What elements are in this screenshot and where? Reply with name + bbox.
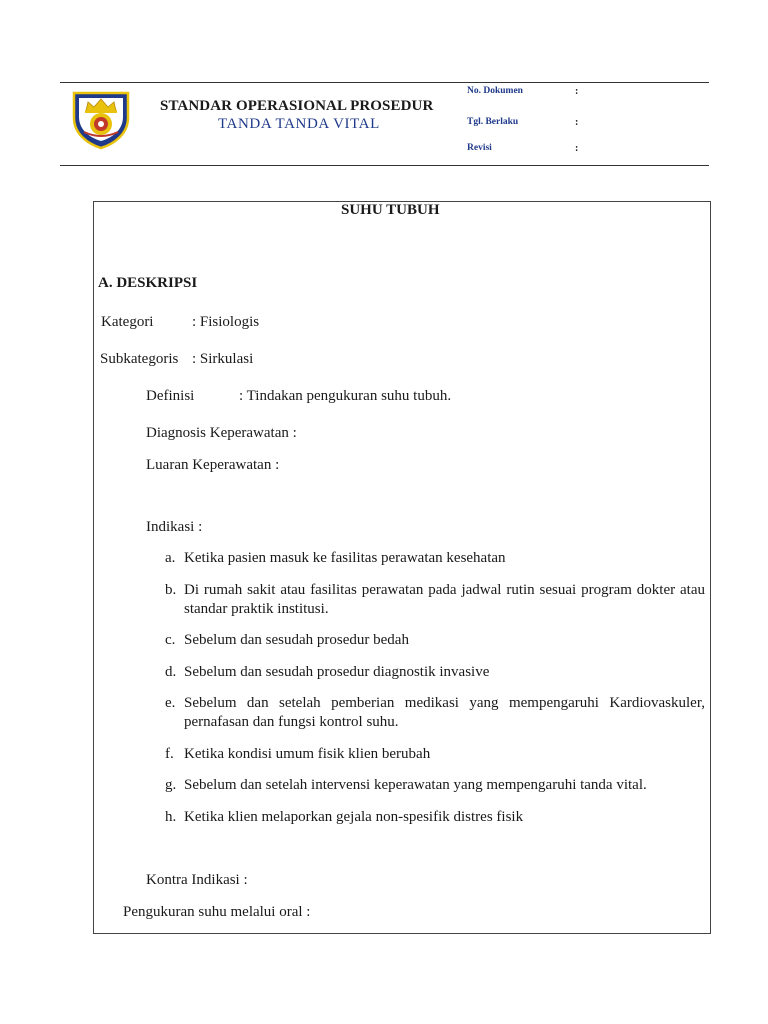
list-item <box>165 745 705 764</box>
oral-measurement-label: Pengukuran suhu melalui oral : <box>123 904 311 920</box>
regional-emblem-shield-icon <box>70 88 132 150</box>
list-text: Sebelum dan setelah intervensi keperawatan yang mempengaruhi tanda vital. <box>184 777 647 793</box>
list-marker: c. <box>165 632 176 648</box>
indikasi-label: Indikasi : <box>146 519 203 535</box>
list-text: Ketika pasien masuk ke fasilitas perawatan kesehatan <box>184 550 506 566</box>
sop-title: STANDAR OPERASIONAL PROSEDUR <box>160 98 434 114</box>
diagnosis-label: Diagnosis Keperawatan : <box>146 425 297 441</box>
luaran-label: Luaran Keperawatan : <box>146 457 280 473</box>
kategori-value: : Fisiologis <box>192 314 260 330</box>
list-text: Ketika kondisi umum fisik klien berubah <box>184 745 431 762</box>
list-item <box>165 663 705 682</box>
list-marker: f. <box>165 745 174 762</box>
meta-label-revisi: Revisi <box>467 143 492 153</box>
list-text: Ketika klien melaporkan gejala non-spesifik distres fisik <box>184 808 524 825</box>
list-marker: g. <box>165 777 177 793</box>
meta-colon-no-dokumen: : <box>575 86 579 97</box>
list-item <box>165 776 705 795</box>
list-text: Sebelum dan setelah pemberian medikasi yang mempengaruhi Kardiovaskuler, pernafasan dan fungsi kontrol suhu. <box>184 695 705 730</box>
list-marker: h. <box>165 808 177 825</box>
header-bottom-rule <box>60 165 709 166</box>
definisi-value: : Tindakan pengukuran suhu tubuh. <box>239 388 452 404</box>
meta-label-no-dokumen: No. Dokumen <box>467 86 523 96</box>
section-a-heading: A. DESKRIPSI <box>98 275 198 291</box>
meta-colon-revisi: : <box>575 143 579 154</box>
subkategori-label: Subkategoris <box>100 351 179 367</box>
list-marker: b. <box>165 581 177 598</box>
list-text: Sebelum dan sesudah prosedur diagnostik invasive <box>184 663 490 680</box>
indikasi-list <box>165 549 705 839</box>
header-top-rule <box>60 82 709 83</box>
list-item <box>165 694 705 732</box>
list-text: Sebelum dan sesudah prosedur bedah <box>184 632 409 648</box>
meta-colon-tgl-berlaku: : <box>575 117 579 128</box>
list-item <box>165 549 705 568</box>
list-text: Di rumah sakit atau fasilitas perawatan pada jadwal rutin sesuai program dokter atau standar praktik institusi. <box>184 581 705 617</box>
meta-label-tgl-berlaku: Tgl. Berlaku <box>467 117 519 127</box>
list-item <box>165 631 705 650</box>
subkategori-value: : Sirkulasi <box>192 351 254 367</box>
list-marker: e. <box>165 695 176 711</box>
kontra-indikasi-label: Kontra Indikasi : <box>146 872 248 888</box>
list-marker: d. <box>165 663 177 680</box>
definisi-label: Definisi <box>146 388 195 404</box>
kategori-label: Kategori <box>101 314 154 330</box>
list-item <box>165 808 705 827</box>
list-marker: a. <box>165 550 176 566</box>
list-item <box>165 581 705 619</box>
sop-subtitle: TANDA TANDA VITAL <box>218 116 380 132</box>
section-heading: SUHU TUBUH <box>341 202 440 218</box>
